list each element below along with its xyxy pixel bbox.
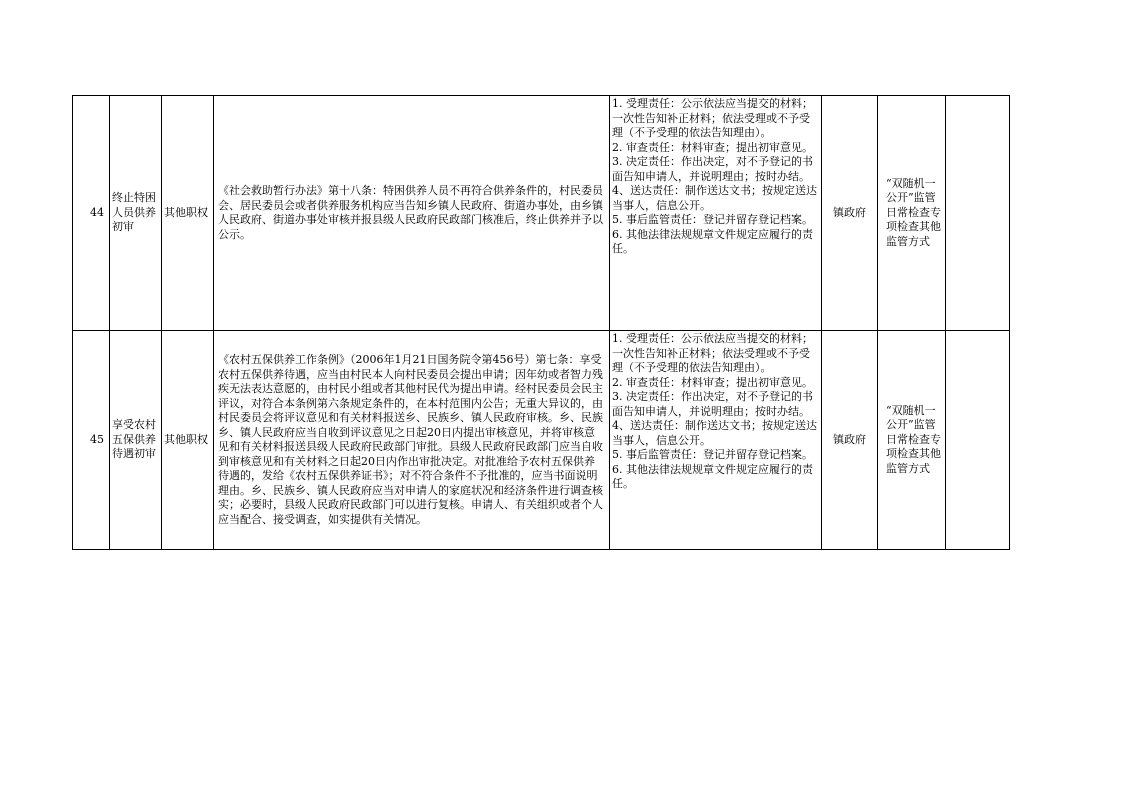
responsibility-item: 2. 审查责任：材料审查；提出初审意见。 — [612, 375, 813, 389]
responsibility-item: 4、送达责任：制作送达文书；按规定送达当事人，信息公开。 — [612, 419, 817, 447]
item-type: 其他职权 — [162, 331, 214, 550]
responsibility-list — [610, 331, 822, 550]
remarks — [946, 96, 1010, 331]
supervision-method: “双随机一公开”监管日常检查专项检查其他监管方式 — [878, 331, 946, 550]
table-row — [73, 331, 1010, 550]
responsibility-item: 1. 受理责任：公示依法应当提交的材料；一次性告知补正材料；依法受理或不予受理（不予受理的依法告知理由）。 — [612, 332, 813, 374]
responsibility-item: 5. 事后监管责任：登记并留存登记档案。 — [612, 448, 813, 461]
item-name: 终止特困人员供养初审 — [110, 96, 162, 331]
table-row — [73, 96, 1010, 331]
item-type: 其他职权 — [162, 96, 214, 331]
responsibility-item: 4、送达责任：制作送达文书；按规定送达当事人，信息公开。 — [612, 184, 817, 212]
legal-basis: 《农村五保供养工作条例》（2006年1月21日国务院令第456号）第七条：享受农村五保供养待遇，应当由村民本人向村民委员会提出申请；因年幼或者智力残疾无法表达意愿的，由村民小组或者其他村民代为提出申请。经村民委员会民主评议，对符合本条例第六条规定条件的，在本村范围内公告；无重大异议的，由村民委员会将评议意见和有关材料报送乡、民族乡、镇人民政府审核。乡、民族乡、镇人民政府应当自收到评议意见之日起20日内提出审核意见，并将审核意见和有关材料报送县级人民政府民政部门审批。县级人民政府民政部门应当自收到审核意见和有关材料之日起20日内作出审批决定。对批准给予农村五保供养待遇的，发给《农村五保供养证书》；对不符合条件不予批准的，应当书面说明理由。乡、民族乡、镇人民政府应当对申请人的家庭状况和经济条件进行调查核实；必要时，县级人民政府民政部门可以进行复核。申请人、有关组织或者个人应当配合、接受调查，如实提供有关情况。 — [214, 331, 610, 550]
responsibility-item: 3. 决定责任：作出决定，对不予登记的书面告知申请人，并说明理由；按时办结。 — [612, 155, 813, 183]
remarks — [946, 331, 1010, 550]
responsibility-item: 5. 事后监管责任：登记并留存登记档案。 — [612, 213, 813, 226]
implementing-subject: 镇政府 — [822, 331, 878, 550]
responsibility-item: 6. 其他法律法规规章文件规定应履行的责任。 — [612, 462, 813, 490]
responsibility-item: 6. 其他法律法规规章文件规定应履行的责任。 — [612, 227, 813, 255]
item-name: 享受农村五保供养待遇初审 — [110, 331, 162, 550]
legal-basis: 《社会救助暂行办法》第十八条：特困供养人员不再符合供养条件的，村民委员会、居民委员会或者供养服务机构应当告知乡镇人民政府、街道办事处，由乡镇人民政府、街道办事处审核并报县级人民政府民政部门核准后，终止供养并予以公示。 — [214, 96, 610, 331]
implementing-subject: 镇政府 — [822, 96, 878, 331]
responsibility-item: 3. 决定责任：作出决定，对不予登记的书面告知申请人，并说明理由；按时办结。 — [612, 390, 813, 418]
responsibility-item: 2. 审查责任：材料审查；提出初审意见。 — [612, 140, 813, 154]
power-list-table — [72, 95, 1010, 550]
row-number: 44 — [73, 96, 110, 331]
supervision-method: “双随机一公开”监管日常检查专项检查其他监管方式 — [878, 96, 946, 331]
responsibility-item: 1. 受理责任：公示依法应当提交的材料；一次性告知补正材料；依法受理或不予受理（不予受理的依法告知理由）。 — [612, 97, 813, 139]
responsibility-list — [610, 96, 822, 331]
row-number: 45 — [73, 331, 110, 550]
